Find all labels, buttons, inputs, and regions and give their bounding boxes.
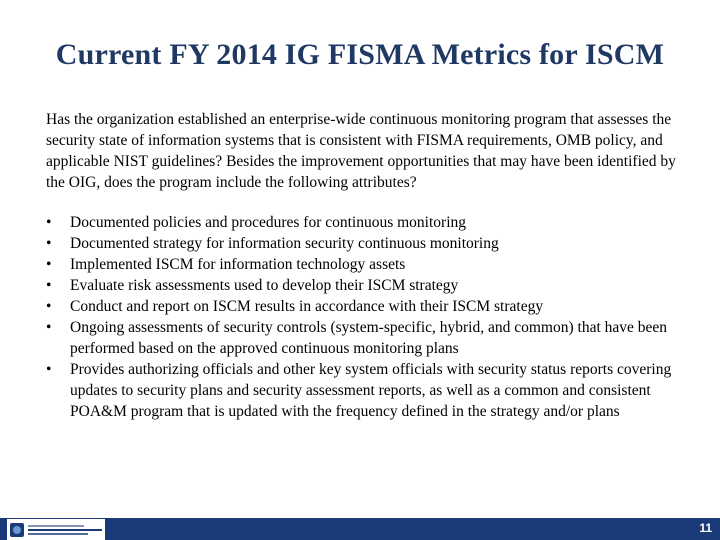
list-item (46, 233, 686, 254)
page-number: 11 (699, 521, 712, 535)
logo-wordmark (28, 524, 102, 536)
list-item (46, 317, 686, 359)
bullet-icon: • (46, 277, 52, 294)
bullet-icon: • (46, 214, 52, 231)
list-item (46, 359, 686, 422)
list-item-text: Documented policies and procedures for continuous monitoring (70, 214, 467, 231)
bullet-icon: • (46, 319, 52, 336)
attribute-list (46, 212, 686, 422)
bullet-icon: • (46, 298, 52, 315)
slide-body (46, 109, 686, 422)
bullet-icon: • (46, 235, 52, 252)
list-item-text: Evaluate risk assessments used to develop their ISCM strategy (70, 277, 459, 294)
footer-bar (0, 518, 720, 540)
bullet-icon: • (46, 361, 52, 378)
list-item-text: Provides authorizing officials and other key system officials with security status reports covering updates to security plans and security assessment reports, as well as a common and consistent POA&M program that is updated with the frequency defined in the strategy and/or plans (70, 361, 672, 420)
slide-title: Current FY 2014 IG FISMA Metrics for ISCM (55, 38, 665, 71)
list-item (46, 212, 686, 233)
list-item (46, 296, 686, 317)
list-item-text: Ongoing assessments of security controls (system-specific, hybrid, and common) that have been performed based on the approved continuous monitoring plans (70, 319, 668, 357)
list-item (46, 254, 686, 275)
list-item-text: Conduct and report on ISCM results in accordance with their ISCM strategy (70, 298, 544, 315)
list-item-text: Documented strategy for information security continuous monitoring (70, 235, 499, 252)
intro-paragraph: Has the organization established an enterprise-wide continuous monitoring program that assesses the security state of information systems that is consistent with FISMA requirements, OMB policy, and applicable NIST guidelines? Besides the improvement opportunities that may have been identified by the OIG, does the program include the following attributes? (46, 111, 676, 191)
council-logo (7, 519, 105, 540)
list-item-text: Implemented ISCM for information technology assets (70, 256, 406, 273)
list-item (46, 275, 686, 296)
bullet-icon: • (46, 256, 52, 273)
seal-icon (10, 523, 24, 537)
